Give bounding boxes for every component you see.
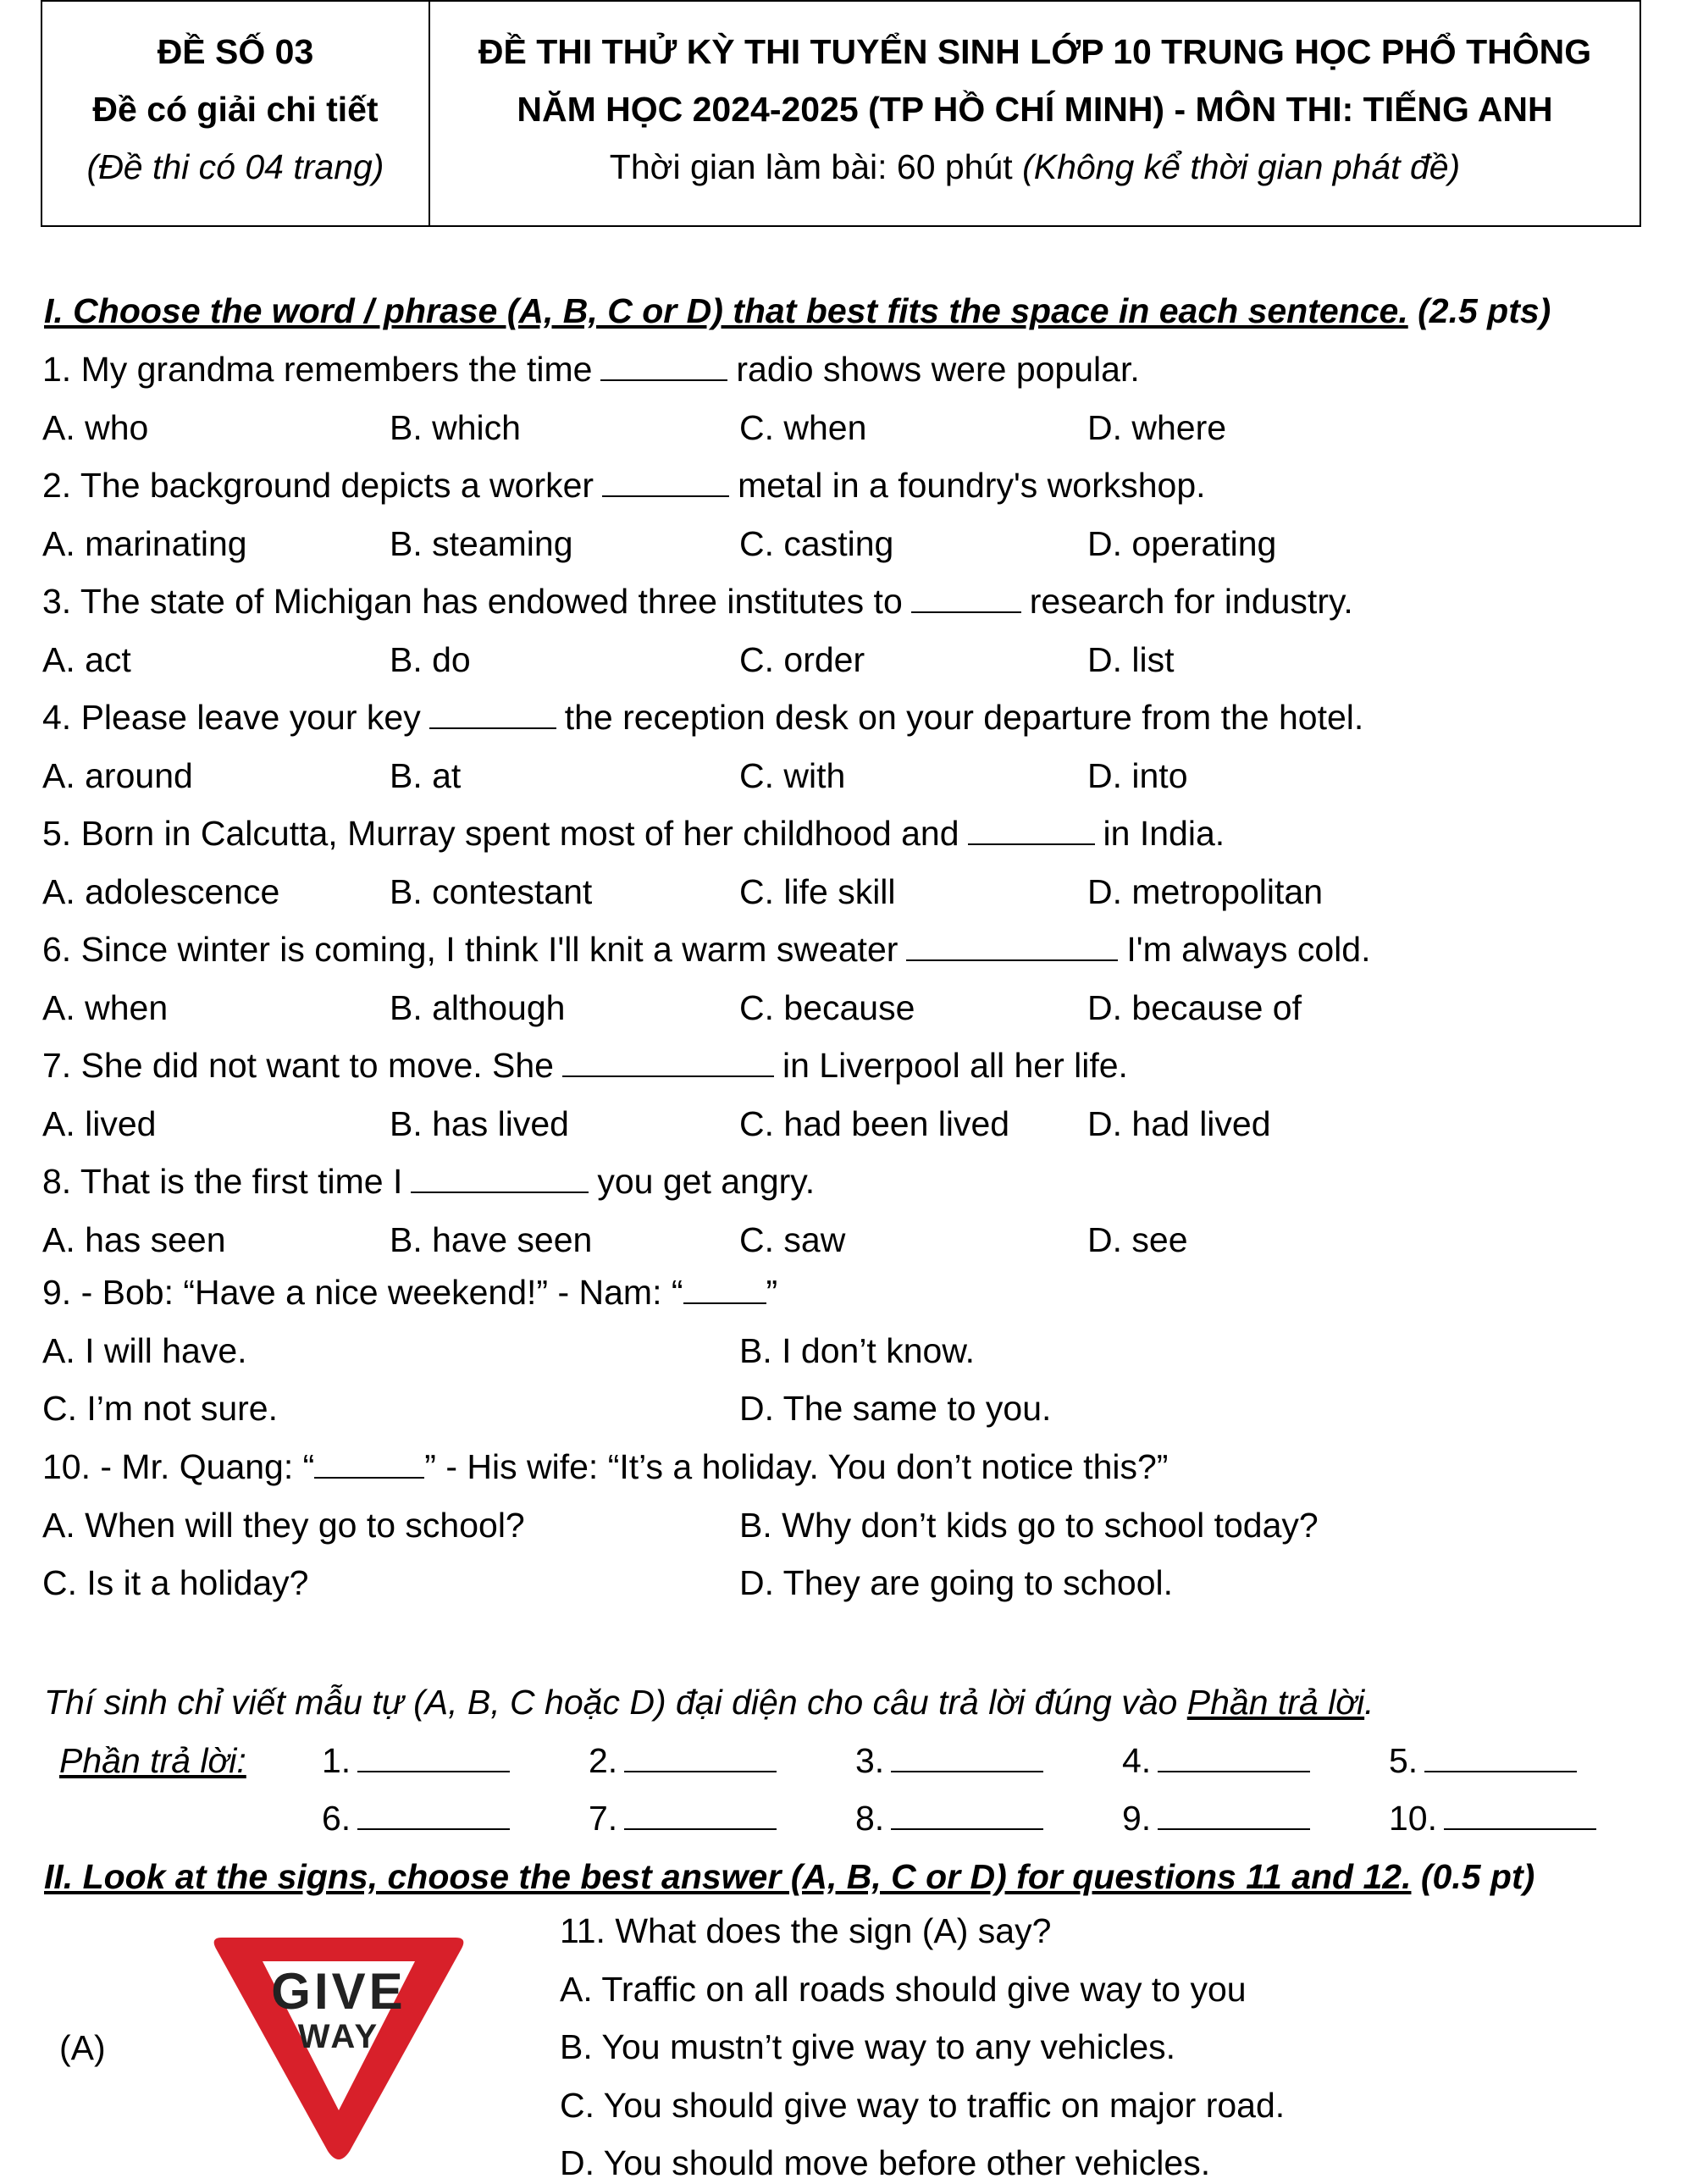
answer-blank[interactable] <box>411 1163 589 1193</box>
option-a[interactable]: A. when <box>42 988 169 1027</box>
answer-number: 5. <box>1389 1741 1418 1780</box>
question-text-before: 1. My grandma remembers the time <box>42 350 593 389</box>
answer-slot-6[interactable] <box>322 1797 510 1839</box>
option-c[interactable]: C. You should give way to traffic on major road. <box>560 2086 1286 2125</box>
option-d[interactable]: D. operating <box>1087 524 1277 563</box>
answer-slot-1[interactable] <box>322 1739 510 1782</box>
answer-blank[interactable] <box>1424 1742 1577 1772</box>
question-11: 11. What does the sign (A) say? <box>560 1911 1052 1950</box>
option-d[interactable]: D. into <box>1087 756 1188 795</box>
answer-blank[interactable] <box>968 815 1095 845</box>
option-c[interactable]: C. because <box>739 988 915 1027</box>
answer-blank[interactable] <box>906 931 1118 961</box>
option-d[interactable]: D. metropolitan <box>1087 872 1324 911</box>
option-c[interactable]: C. when <box>739 408 867 447</box>
option-b[interactable]: B. I don’t know. <box>739 1331 976 1370</box>
question-text-before: 8. That is the first time I <box>42 1162 403 1201</box>
answer-blank[interactable] <box>429 699 556 729</box>
header-right-cell <box>430 2 1639 225</box>
question-text-before: 5. Born in Calcutta, Murray spent most of her childhood and <box>42 814 959 853</box>
option-b[interactable]: B. steaming <box>390 524 573 563</box>
option-c[interactable]: C. with <box>739 756 846 795</box>
question-text-after: in India. <box>1103 814 1225 853</box>
option-a[interactable]: A. marinating <box>42 524 247 563</box>
option-b[interactable]: B. has lived <box>390 1104 569 1143</box>
option-b[interactable]: B. Why don’t kids go to school today? <box>739 1506 1319 1545</box>
question-9-before: 9. - Bob: “Have a nice weekend!” - Nam: “ <box>42 1273 683 1312</box>
question-10-after: ” - His wife: “It’s a holiday. You don’t notice this?” <box>424 1447 1169 1486</box>
option-c[interactable]: C. had been lived <box>739 1104 1010 1143</box>
option-d[interactable]: D. because of <box>1087 988 1302 1027</box>
answer-blank[interactable] <box>1158 1800 1310 1830</box>
question-10-before: 10. - Mr. Quang: “ <box>42 1447 315 1486</box>
sign-text-way: WAY <box>297 2018 380 2055</box>
question-9-after: ” <box>766 1273 778 1312</box>
instruction-end: . <box>1364 1683 1374 1722</box>
question-text-before: 6. Since winter is coming, I think I'll knit a warm sweater <box>42 930 899 969</box>
answer-slot-9[interactable] <box>1122 1797 1310 1839</box>
instruction-answer-ref: Phần trả lời <box>1186 1683 1365 1722</box>
question-3 <box>42 580 1353 622</box>
question-10 <box>42 1446 1168 1488</box>
answer-blank[interactable] <box>683 1274 766 1304</box>
section-1-title-text: I. Choose the word / phrase (A, B, C or D) that best fits the space in each sentence. <box>44 291 1408 330</box>
exam-number: ĐỀ SỐ 03 <box>157 32 314 71</box>
question-text-after: you get angry. <box>597 1162 816 1201</box>
answer-number: 10. <box>1389 1799 1437 1838</box>
answer-blank[interactable] <box>911 583 1021 613</box>
answer-blank[interactable] <box>357 1742 510 1772</box>
answer-blank[interactable] <box>562 1047 774 1077</box>
answer-number: 8. <box>855 1799 885 1838</box>
section-1-title <box>44 290 1551 332</box>
exam-header <box>41 0 1641 227</box>
sign-text-give: GIVE <box>271 1963 406 2020</box>
answer-blank[interactable] <box>357 1800 510 1830</box>
answer-label: Phần trả lời: <box>59 1741 246 1780</box>
sign-label: (A) <box>59 2028 106 2067</box>
question-2 <box>42 464 1206 506</box>
question-8 <box>42 1160 815 1203</box>
instruction-text: Thí sinh chỉ viết mẫu tự (A, B, C hoặc D) đại diện cho câu trả lời đúng vào <box>44 1683 1187 1722</box>
answer-number: 9. <box>1122 1799 1152 1838</box>
answer-number: 7. <box>589 1799 618 1838</box>
answer-blank[interactable] <box>891 1800 1043 1830</box>
answer-blank[interactable] <box>602 467 729 497</box>
answer-blank[interactable] <box>600 351 727 381</box>
answer-number: 1. <box>322 1741 351 1780</box>
question-4 <box>42 696 1363 738</box>
answer-slot-10[interactable] <box>1389 1797 1596 1839</box>
question-text-before: 7. She did not want to move. She <box>42 1046 554 1085</box>
option-a[interactable]: A. who <box>42 408 149 447</box>
option-b[interactable]: B. do <box>390 640 471 679</box>
question-7 <box>42 1044 1128 1086</box>
question-text-after: radio shows were popular. <box>736 350 1140 389</box>
option-b[interactable]: B. have seen <box>390 1220 593 1259</box>
exam-subtitle: Đề có giải chi tiết <box>92 90 379 129</box>
answer-blank[interactable] <box>891 1742 1043 1772</box>
question-text-after: research for industry. <box>1029 582 1353 621</box>
option-a[interactable]: A. around <box>42 756 193 795</box>
option-c[interactable]: C. order <box>739 640 865 679</box>
option-a[interactable]: A. has seen <box>42 1220 226 1259</box>
section-2-title-text: II. Look at the signs, choose the best answer (A, B, C or D) for questions 11 and 12. <box>44 1857 1412 1896</box>
option-d[interactable]: D. The same to you. <box>739 1389 1052 1428</box>
option-b[interactable]: B. although <box>390 988 566 1027</box>
page-count-note: (Đề thi có 04 trang) <box>86 147 384 186</box>
option-d[interactable]: D. list <box>1087 640 1175 679</box>
answer-slot-4[interactable] <box>1122 1739 1310 1782</box>
question-5 <box>42 812 1225 854</box>
option-a[interactable]: A. Traffic on all roads should give way to you <box>560 1970 1247 2009</box>
exam-time-note: (Không kể thời gian phát đề) <box>1022 147 1461 186</box>
section-2-title <box>44 1855 1534 1898</box>
option-d[interactable]: D. They are going to school. <box>739 1563 1174 1602</box>
answer-slot-5[interactable] <box>1389 1739 1577 1782</box>
option-d[interactable]: D. see <box>1087 1220 1188 1259</box>
answer-slot-3[interactable] <box>855 1739 1043 1782</box>
option-c[interactable]: C. Is it a holiday? <box>42 1563 309 1602</box>
section-1-points: (2.5 pts) <box>1407 291 1551 330</box>
answer-slot-2[interactable] <box>589 1739 777 1782</box>
answer-number: 6. <box>322 1799 351 1838</box>
give-way-sign-icon <box>203 1922 474 2168</box>
option-b[interactable]: B. which <box>390 408 521 447</box>
answer-number: 4. <box>1122 1741 1152 1780</box>
question-9 <box>42 1271 777 1313</box>
option-a[interactable]: A. lived <box>42 1104 157 1143</box>
answer-blank[interactable] <box>624 1800 777 1830</box>
option-b[interactable]: B. You mustn’t give way to any vehicles. <box>560 2027 1176 2066</box>
answer-blank[interactable] <box>624 1742 777 1772</box>
option-d[interactable]: D. where <box>1087 408 1227 447</box>
section-2-points: (0.5 pt) <box>1411 1857 1535 1896</box>
answer-number: 3. <box>855 1741 885 1780</box>
exam-year-subject: NĂM HỌC 2024-2025 (TP HỒ CHÍ MINH) - MÔN THI: TIẾNG ANH <box>517 90 1553 129</box>
question-text-before: 3. The state of Michigan has endowed three institutes to <box>42 582 903 621</box>
option-c[interactable]: C. saw <box>739 1220 846 1259</box>
question-text-after: metal in a foundry's workshop. <box>738 466 1206 505</box>
option-b[interactable]: B. at <box>390 756 462 795</box>
answer-slot-7[interactable] <box>589 1797 777 1839</box>
option-d[interactable]: D. You should move before other vehicles. <box>560 2143 1211 2182</box>
give-way-sign <box>203 1922 474 2176</box>
question-text-before: 2. The background depicts a worker <box>42 466 594 505</box>
option-a[interactable]: A. adolescence <box>42 872 280 911</box>
question-text-after: I'm always cold. <box>1126 930 1371 969</box>
answer-blank[interactable] <box>1444 1800 1596 1830</box>
question-6 <box>42 928 1371 970</box>
option-c[interactable]: C. I’m not sure. <box>42 1389 278 1428</box>
option-c[interactable]: C. casting <box>739 524 894 563</box>
question-1 <box>42 348 1140 390</box>
answer-number: 2. <box>589 1741 618 1780</box>
option-a[interactable]: A. act <box>42 640 131 679</box>
answer-blank[interactable] <box>314 1448 424 1479</box>
question-text-before: 4. Please leave your key <box>42 698 421 737</box>
option-d[interactable]: D. had lived <box>1087 1104 1271 1143</box>
option-a[interactable]: A. When will they go to school? <box>42 1506 525 1545</box>
header-left-cell <box>42 2 430 225</box>
question-text-after: in Liverpool all her life. <box>782 1046 1128 1085</box>
exam-title: ĐỀ THI THỬ KỲ THI TUYỂN SINH LỚP 10 TRUNG HỌC PHỔ THÔNG <box>478 32 1592 71</box>
question-text-after: the reception desk on your departure from the hotel. <box>564 698 1364 737</box>
option-b[interactable]: B. contestant <box>390 872 593 911</box>
option-a[interactable]: A. I will have. <box>42 1331 247 1370</box>
answer-instruction <box>44 1681 1374 1723</box>
exam-time: Thời gian làm bài: 60 phút <box>609 147 1023 186</box>
option-c[interactable]: C. life skill <box>739 872 896 911</box>
answer-blank[interactable] <box>1158 1742 1310 1772</box>
answer-slot-8[interactable] <box>855 1797 1043 1839</box>
